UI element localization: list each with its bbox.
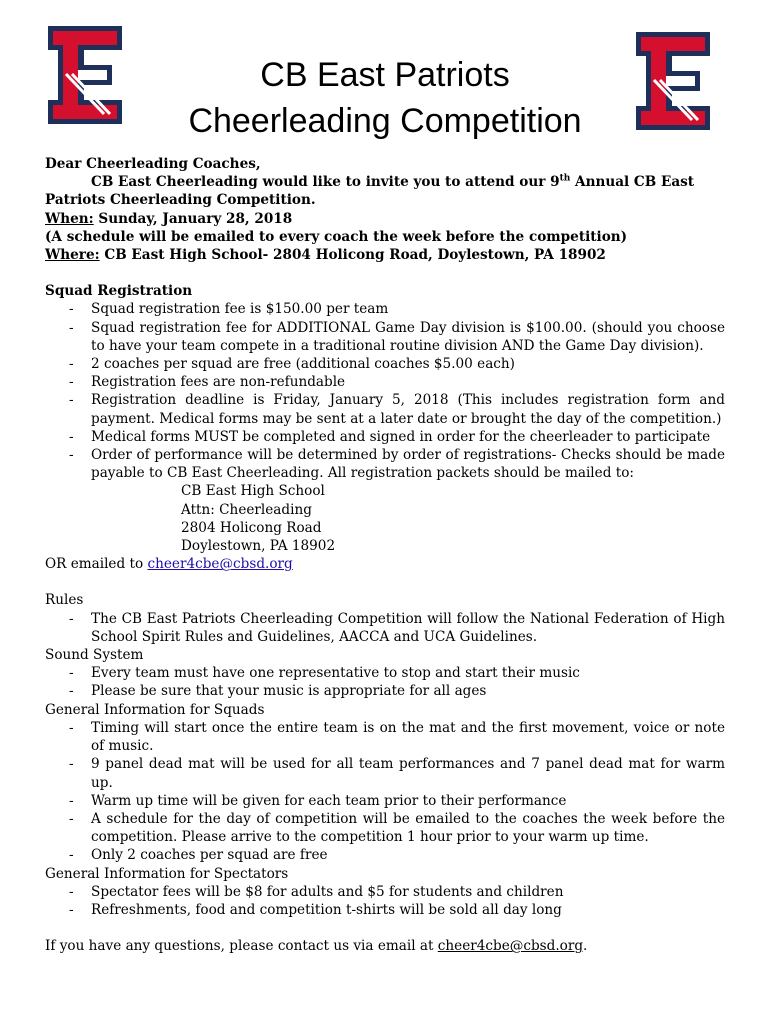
list-item: - Please be sure that your music is appropriate for all ages (45, 682, 725, 700)
address-line: Attn: Cheerleading (181, 501, 312, 518)
spectators-list (45, 883, 725, 919)
list-item: - The CB East Patriots Cheerleading Competition will follow the National Federation of High School Spirit Rules and Guidelines, AACCA and UCA Guidelines. (45, 610, 725, 646)
list-item: - Registration deadline is Friday, January 5, 2018 (This includes registration form and payment. Medical forms may be sent at a later date or brought the day of the competition.) (45, 391, 725, 427)
or-email-line: OR emailed to cheer4cbe@cbsd.org (45, 556, 293, 573)
title-line-2: Cheerleading Competition (188, 102, 582, 140)
letter-body (45, 155, 725, 955)
list-item: - 9 panel dead mat will be used for all team performances and 7 panel dead mat for warm up. (45, 755, 725, 791)
page-title (0, 52, 770, 144)
list-item: - Warm up time will be given for each team prior to their performance (45, 792, 725, 810)
squads-info-list (45, 719, 725, 865)
list-item: - Refreshments, food and competition t-shirts will be sold all day long (45, 901, 725, 919)
sound-list (45, 664, 725, 700)
rules-list (45, 610, 725, 646)
schedule-note: (A schedule will be emailed to every coach the week before the competition) (45, 228, 628, 245)
list-item: - A schedule for the day of competition will be emailed to the coaches the week before the competition. Please arrive to the competition 1 hour prior to your warm up time. (45, 810, 725, 846)
list-item: - Squad registration fee is $150.00 per team (45, 300, 725, 318)
list-item: - Registration fees are non-refundable (45, 373, 725, 391)
title-line-1: CB East Patriots (260, 56, 510, 94)
list-item: - Medical forms MUST be completed and signed in order for the cheerleader to participate (45, 428, 725, 446)
where-line: Where: CB East High School- 2804 Holicong Road, Doylestown, PA 18902 (45, 247, 606, 264)
invite-paragraph: CB East Cheerleading would like to invite you to attend our 9th Annual CB East Patriots Cheerleading Competition. (45, 173, 695, 209)
closing-line: If you have any questions, please contact us via email at cheer4cbe@cbsd.org. (45, 938, 588, 955)
list-item: - Every team must have one representative to stop and start their music (45, 664, 725, 682)
address-line: CB East High School (181, 483, 325, 500)
email-link[interactable]: cheer4cbe@cbsd.org (147, 556, 293, 573)
address-line: 2804 Holicong Road (181, 519, 322, 536)
spectators-heading: General Information for Spectators (45, 865, 289, 882)
when-line: When: Sunday, January 28, 2018 (45, 210, 293, 227)
list-item: - Spectator fees will be $8 for adults and $5 for students and children (45, 883, 725, 901)
mailing-address (45, 482, 725, 555)
rules-heading: Rules (45, 592, 84, 609)
list-item: - Squad registration fee for ADDITIONAL Game Day division is $100.00. (should you choose to have your team compete in a traditional routine division AND the Game Day division). (45, 319, 725, 355)
list-item: - Only 2 coaches per squad are free (45, 846, 725, 864)
greeting: Dear Cheerleading Coaches, (45, 156, 261, 172)
closing-email-link[interactable]: cheer4cbe@cbsd.org (437, 938, 584, 955)
list-item: - Timing will start once the entire team is on the mat and the first movement, voice or note of music. (45, 719, 725, 755)
squad-heading: Squad Registration (45, 283, 193, 300)
sound-heading: Sound System (45, 647, 144, 664)
squad-list (45, 300, 725, 482)
address-line: Doylestown, PA 18902 (181, 538, 336, 555)
list-item: - Order of performance will be determined by order of registrations- Checks should be made payable to CB East Cheerleading. All registration packets should be mailed to: (45, 446, 725, 482)
squads-info-heading: General Information for Squads (45, 701, 265, 718)
list-item: - 2 coaches per squad are free (additional coaches $5.00 each) (45, 355, 725, 373)
